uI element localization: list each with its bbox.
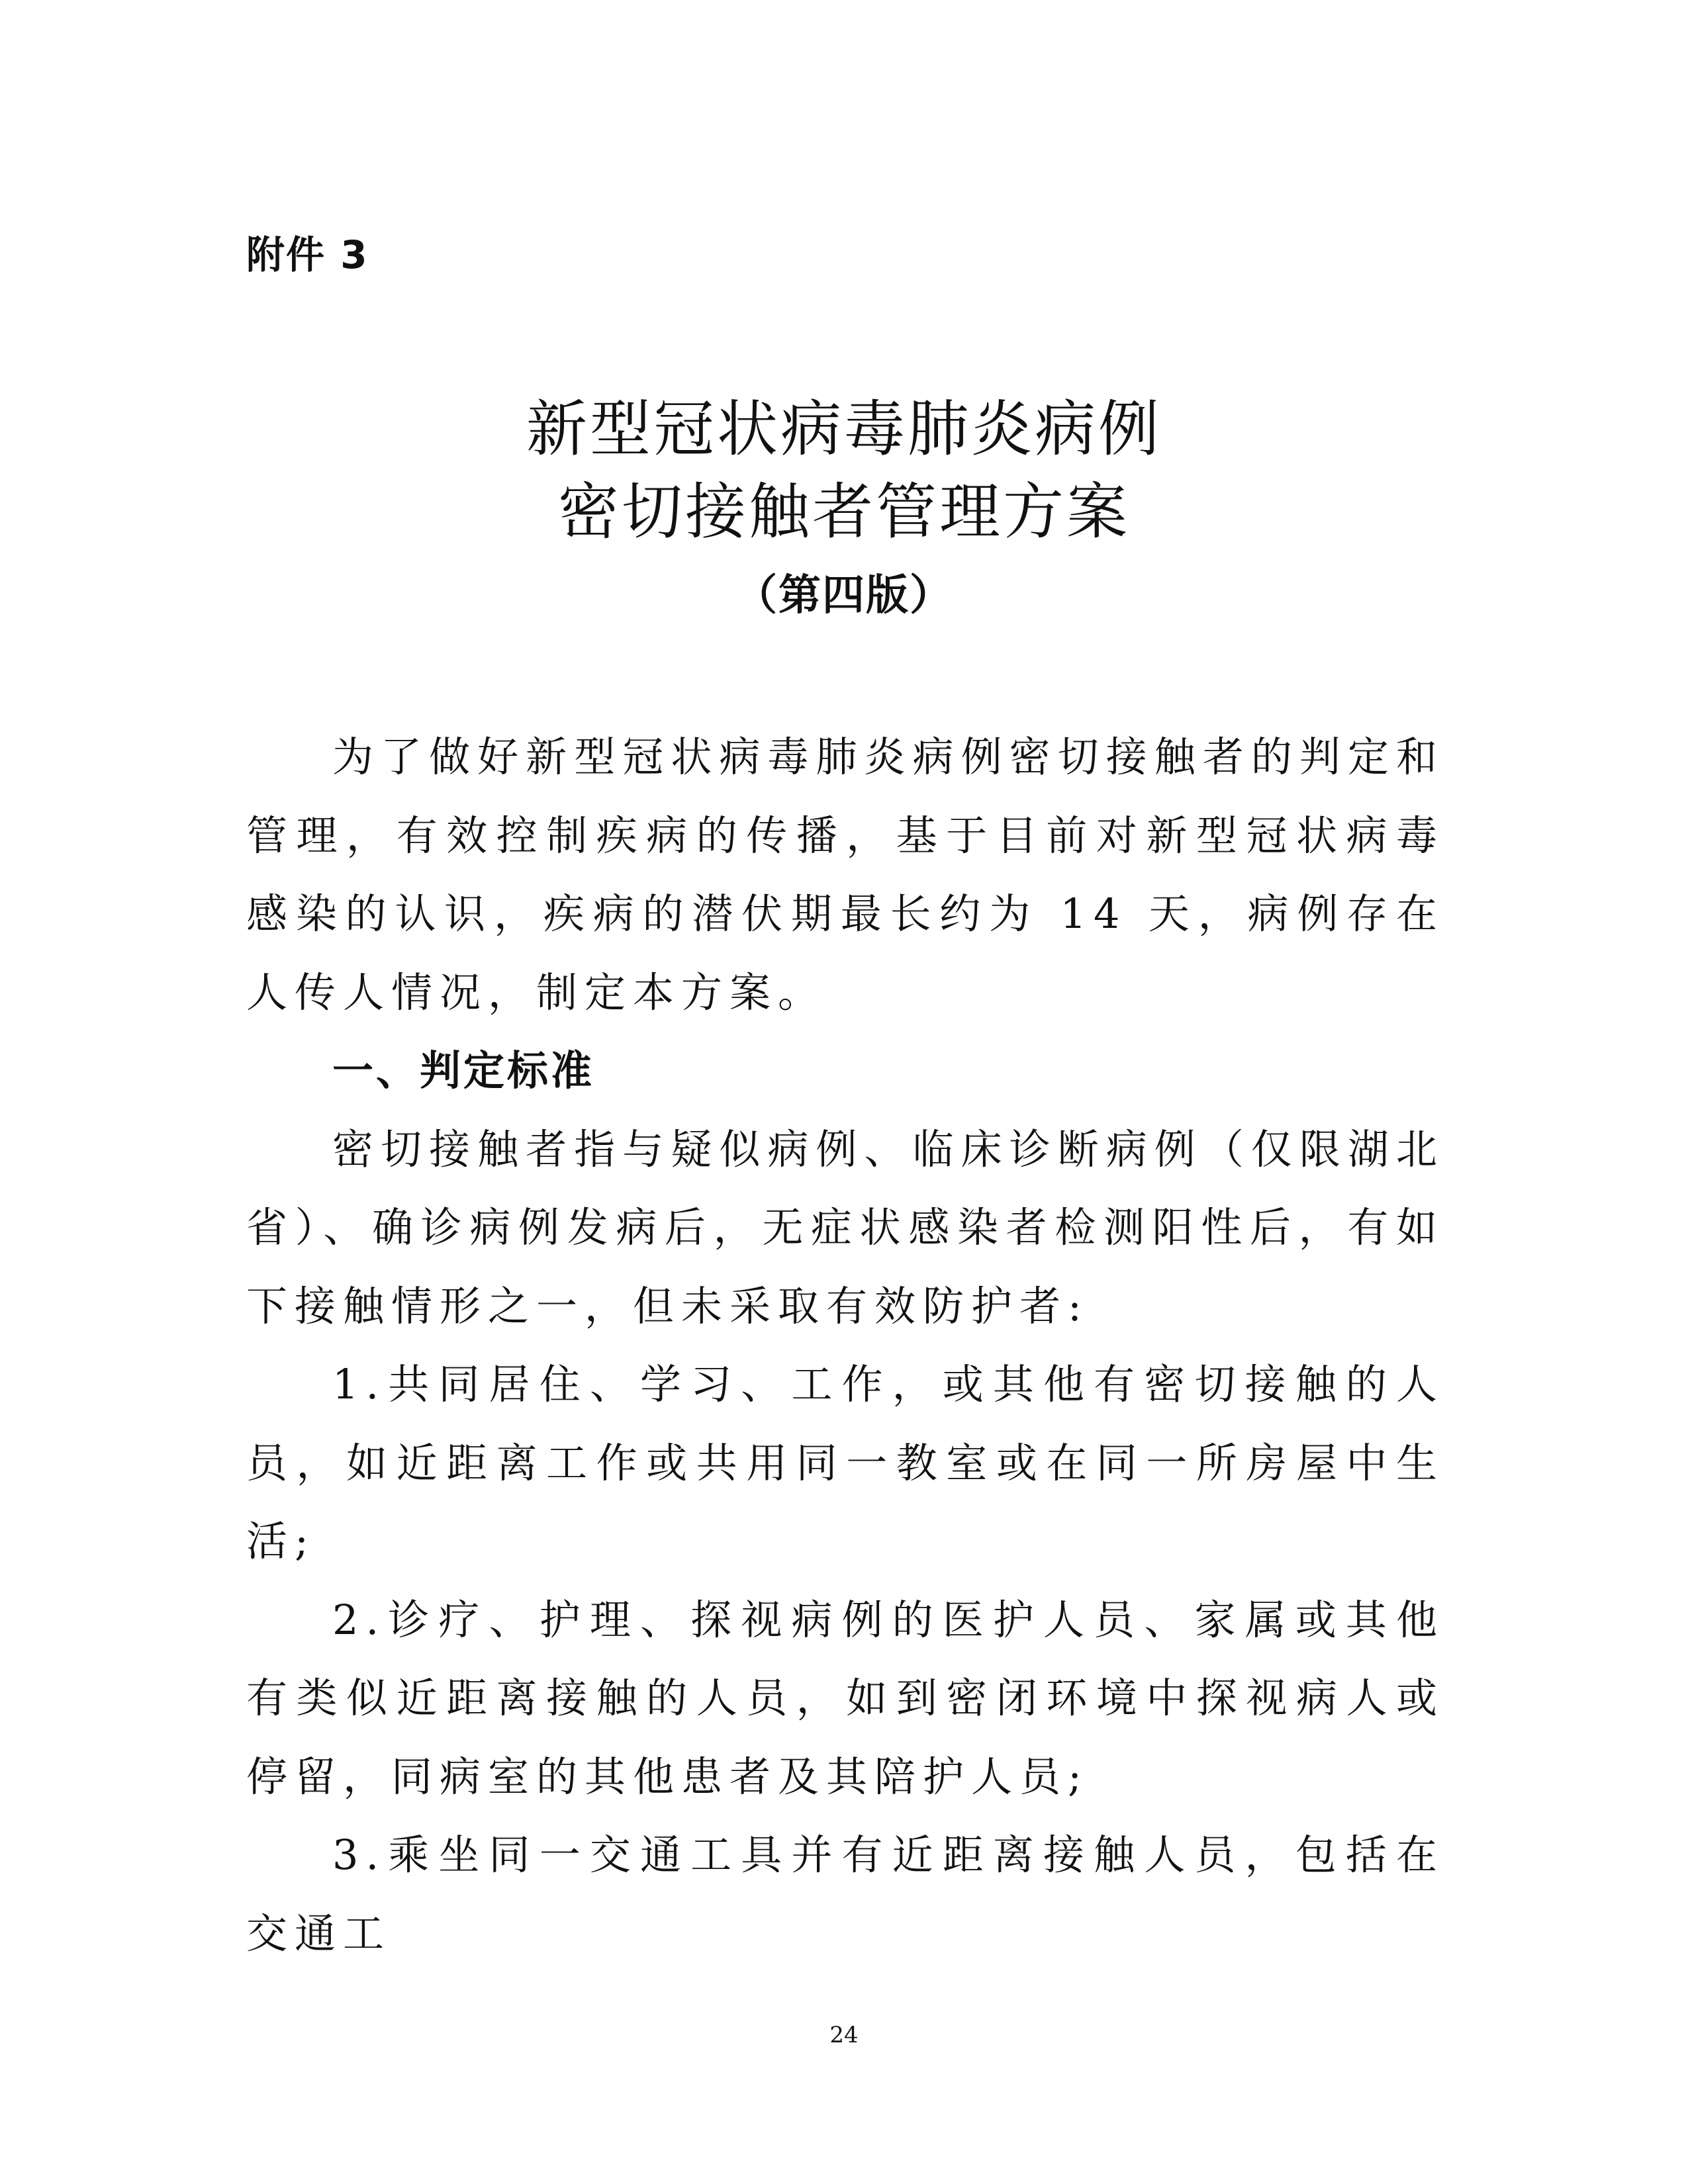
intro-paragraph: 为了做好新型冠状病毒肺炎病例密切接触者的判定和管理，有效控制疾病的传播，基于目前对新型冠状病毒感染的认识，疾病的潜伏期最长约为 14 天，病例存在人传人情况，制定本方案。 [246,733,1444,1017]
document-edition: （第四版） [735,570,953,620]
attachment-label: 附件 3 [246,232,369,277]
document-title-line-1: 新型冠状病毒肺炎病例 [526,394,1162,465]
list-item-1: 1.共同居住、学习、工作，或其他有密切接触的人员，如近距离工作或共用同一教室或在同一所房屋中生活; [246,1360,1444,1565]
list-item-2: 2.诊疗、护理、探视病例的医护人员、家属或其他有类似近距离接触的人员，如到密闭环境中探视病人或停留，同病室的其他患者及其陪护人员; [246,1595,1444,1801]
document-title-line-2: 密切接触者管理方案 [557,477,1130,547]
list-item-3: 3.乘坐同一交通工具并有近距离接触人员，包括在交通工 [246,1831,1444,1958]
document-body [246,718,1444,1973]
section-heading: 一、判定标准 [332,1046,595,1095]
page-number: 24 [829,2022,859,2048]
section-intro-paragraph: 密切接触者指与疑似病例、临床诊断病例（仅限湖北省）、确诊病例发病后，无症状感染者检测阳性后，有如下接触情形之一，但未采取有效防护者: [246,1124,1444,1330]
